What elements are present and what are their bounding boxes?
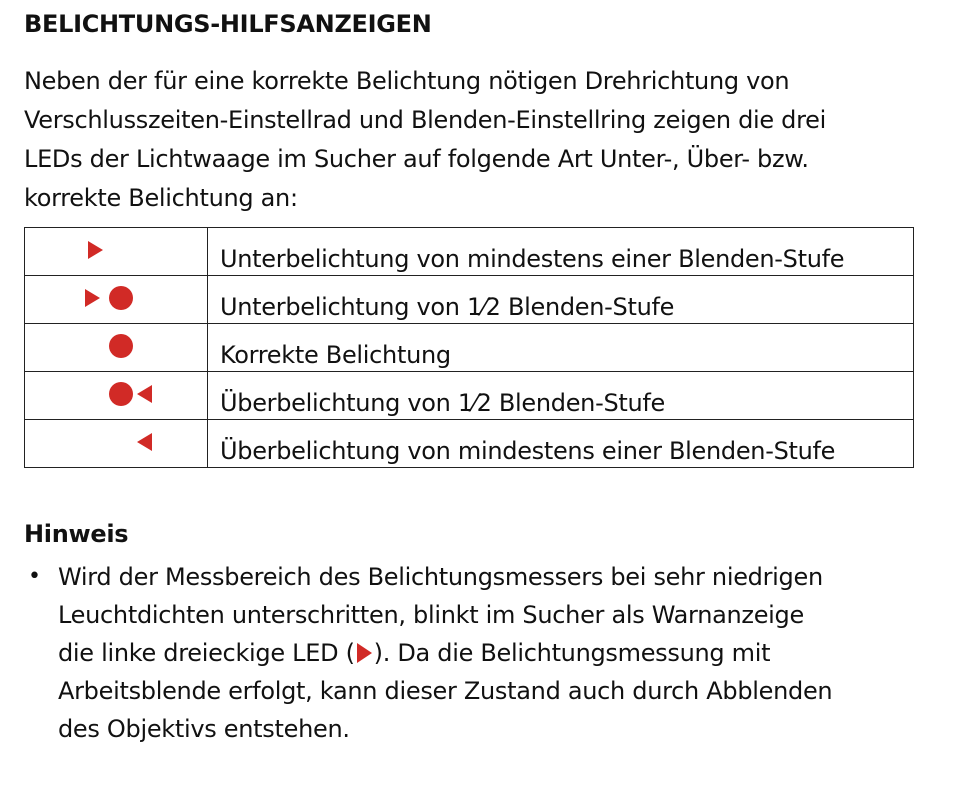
description-cell: Überbelichtung von 1⁄2 Blenden-Stufe xyxy=(208,372,914,420)
table-row xyxy=(25,276,914,324)
intro-line: korrekte Belichtung an: xyxy=(24,184,298,212)
note-line-part: ). Da die Belichtungsmessung mit xyxy=(373,639,771,667)
dot-led-icon xyxy=(109,382,133,406)
triangle-right-led-icon xyxy=(88,241,103,259)
table-row xyxy=(25,372,914,420)
indicator-cell xyxy=(25,276,208,324)
triangle-left-led-icon xyxy=(137,433,152,451)
indicator-cell xyxy=(25,420,208,468)
note-line-part: die linke dreieckige LED ( xyxy=(58,639,355,667)
bullet-icon: • xyxy=(28,564,41,589)
table-row xyxy=(25,324,914,372)
intro-line: Neben der für eine korrekte Belichtung nötigen Drehrichtung von xyxy=(24,67,790,95)
description-cell: Überbelichtung von mindestens einer Blenden-Stufe xyxy=(208,420,914,468)
dot-led-icon xyxy=(109,334,133,358)
note-line: des Objektivs entstehen. xyxy=(58,715,350,743)
intro-line: LEDs der Lichtwaage im Sucher auf folgende Art Unter-, Über- bzw. xyxy=(24,145,809,173)
description-cell: Unterbelichtung von mindestens einer Blenden-Stufe xyxy=(208,228,914,276)
note-text xyxy=(58,558,928,748)
intro-paragraph xyxy=(24,62,924,218)
note-line xyxy=(58,634,928,672)
indicator-cell xyxy=(25,324,208,372)
indicator-cell xyxy=(25,228,208,276)
description-cell: Unterbelichtung von 1⁄2 Blenden-Stufe xyxy=(208,276,914,324)
section-heading: BELICHTUNGS-HILFSANZEIGEN xyxy=(24,10,432,38)
table-row xyxy=(25,420,914,468)
dot-led-icon xyxy=(109,286,133,310)
note-title: Hinweis xyxy=(24,520,129,548)
note-line: Arbeitsblende erfolgt, kann dieser Zustand auch durch Abblenden xyxy=(58,677,833,705)
triangle-left-led-icon xyxy=(137,385,152,403)
led-indicator-table xyxy=(24,227,914,468)
table-row xyxy=(25,228,914,276)
description-cell: Korrekte Belichtung xyxy=(208,324,914,372)
triangle-right-led-icon xyxy=(357,643,372,663)
indicator-cell xyxy=(25,372,208,420)
note-line: Wird der Messbereich des Belichtungsmessers bei sehr niedrigen xyxy=(58,563,823,591)
note-line: Leuchtdichten unterschritten, blinkt im Sucher als Warnanzeige xyxy=(58,601,804,629)
intro-line: Verschlusszeiten-Einstellrad und Blenden-Einstellring zeigen die drei xyxy=(24,106,826,134)
triangle-right-led-icon xyxy=(85,289,100,307)
